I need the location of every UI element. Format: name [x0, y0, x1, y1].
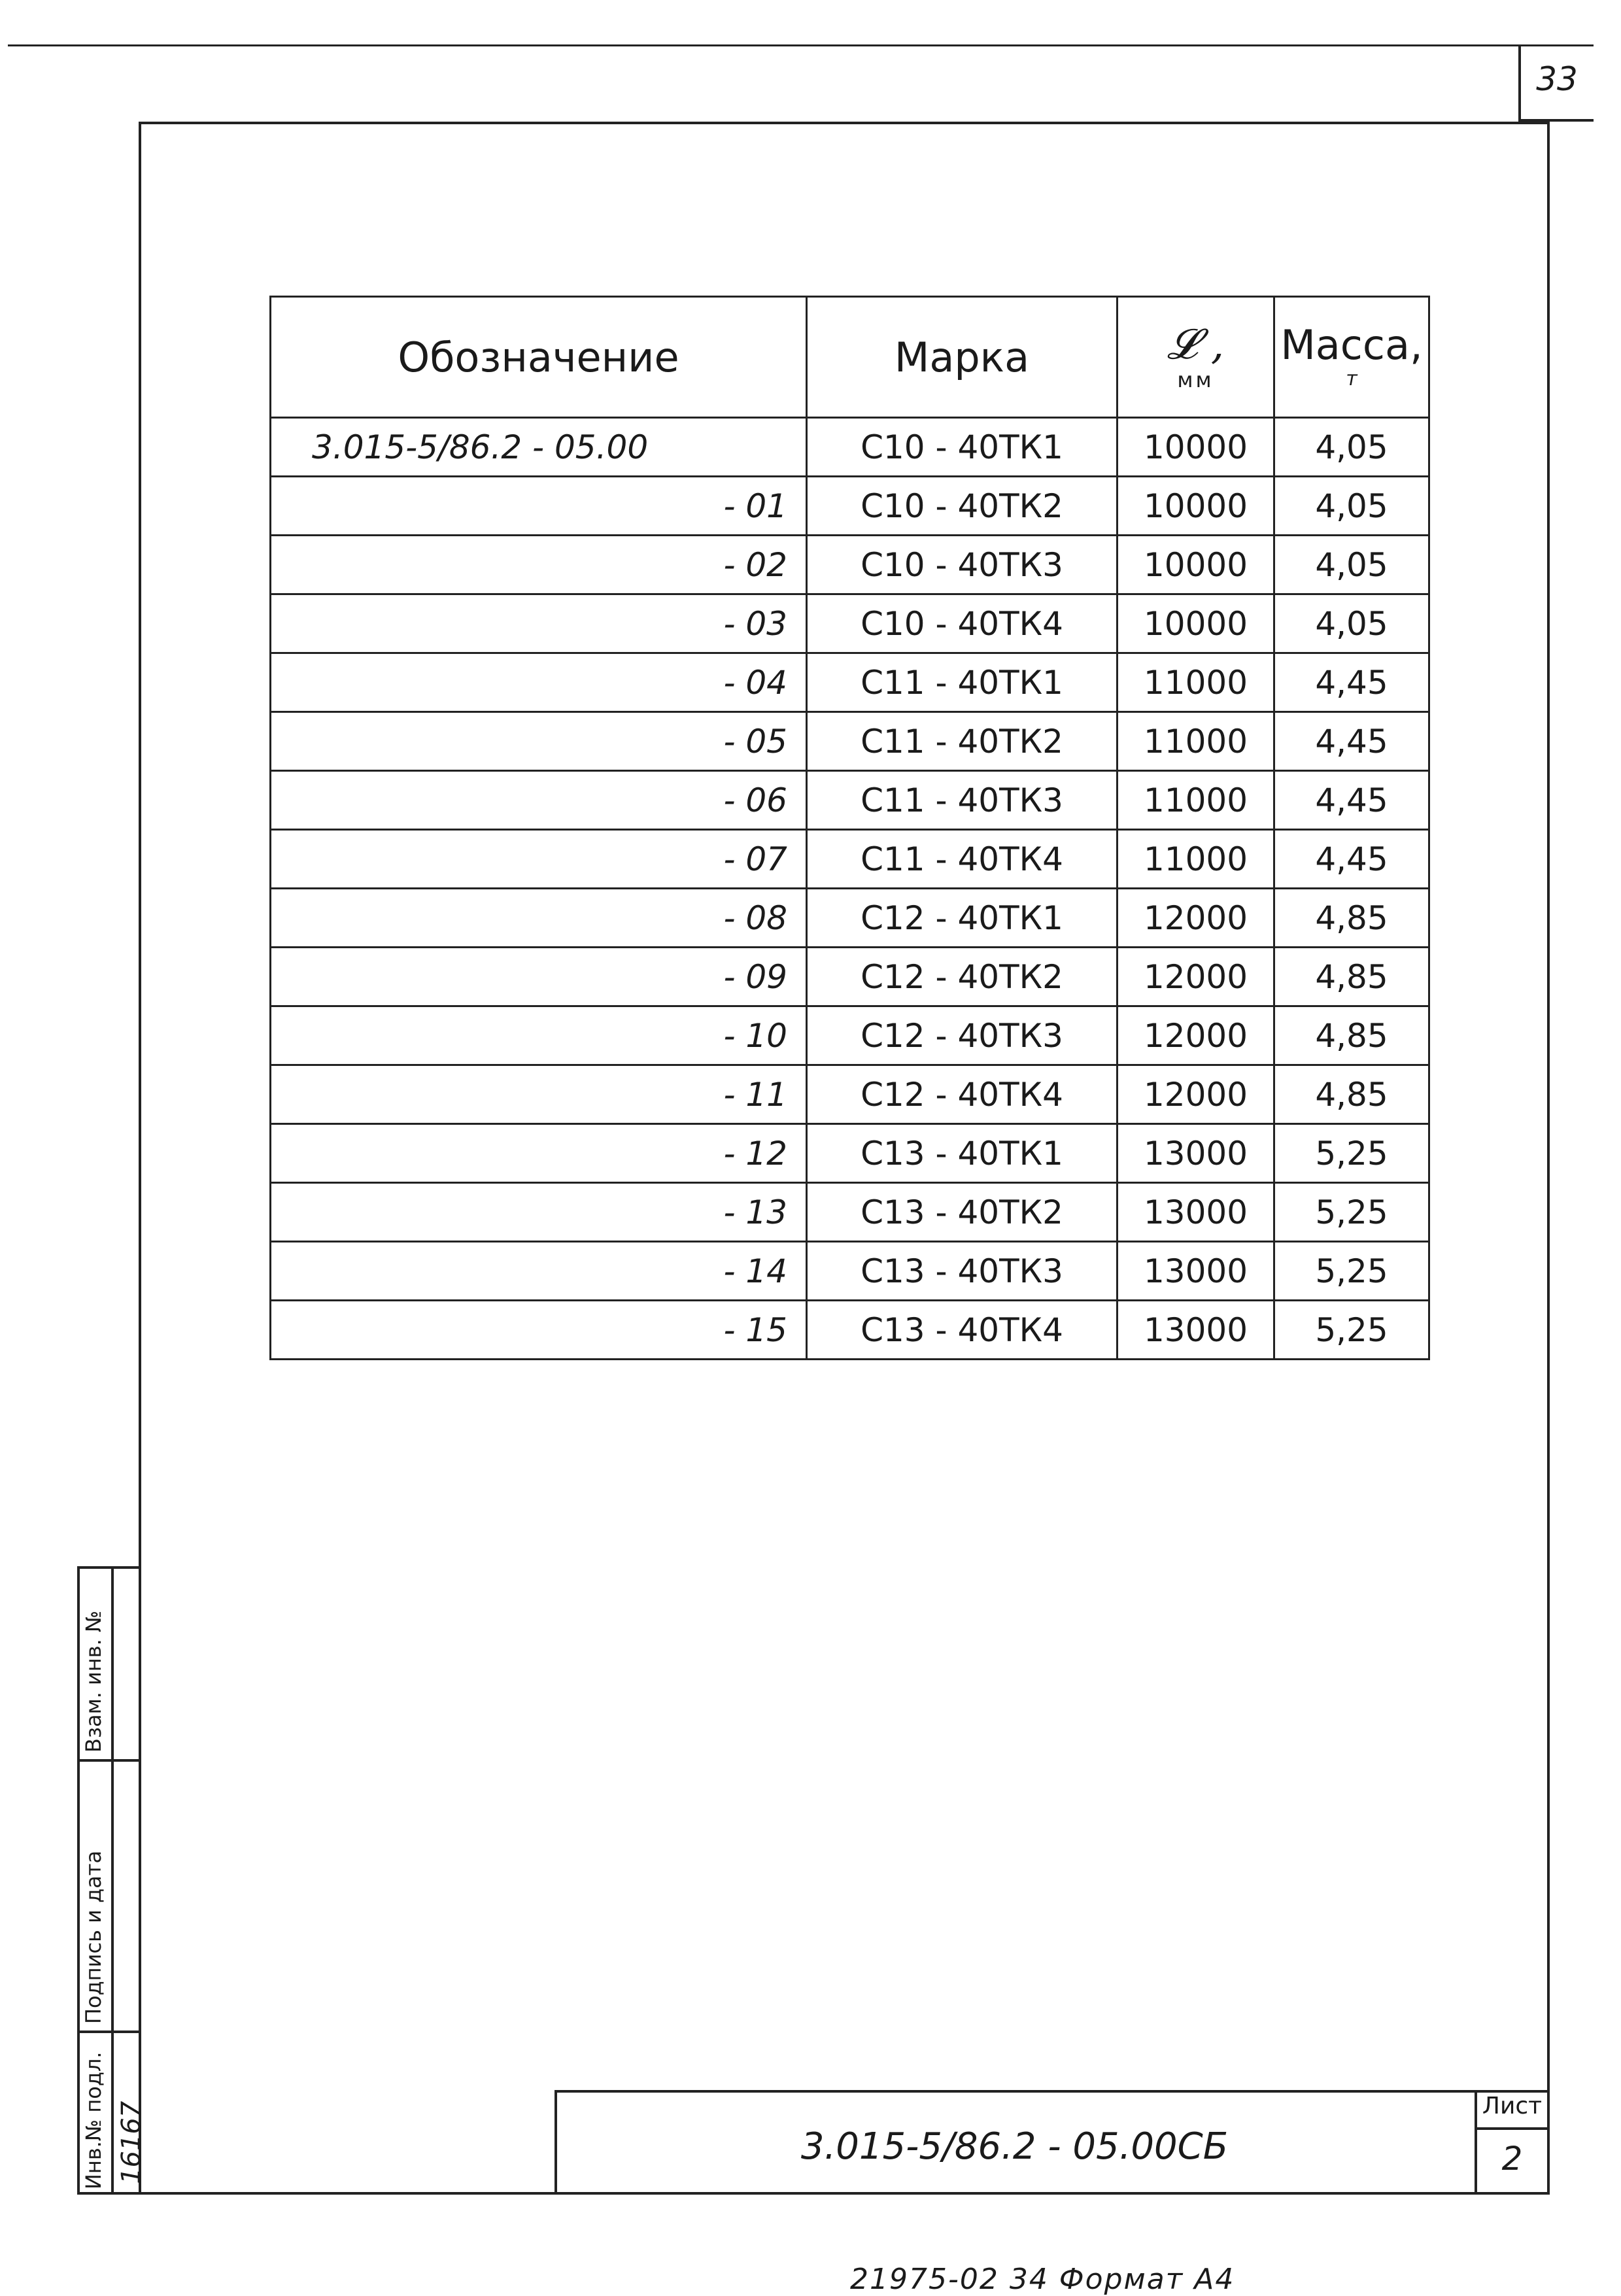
table-row	[271, 1006, 1429, 1065]
mark-cell: С13 - 40ТК1	[807, 1124, 1118, 1183]
designation-cell: - 15	[271, 1301, 807, 1360]
inv-orig-label: Инв.№ подл.	[81, 2051, 106, 2189]
table-row	[271, 536, 1429, 594]
table-row	[271, 1124, 1429, 1183]
mark-cell: С10 - 40ТК3	[807, 536, 1118, 594]
mark-cell: С12 - 40ТК4	[807, 1065, 1118, 1124]
designation-cell: - 13	[271, 1183, 807, 1242]
header-mass	[1274, 297, 1429, 418]
mark-cell: С10 - 40ТК1	[807, 418, 1118, 477]
mass-cell: 4,85	[1274, 1065, 1429, 1124]
specification-table	[269, 296, 1430, 1360]
designation-cell: - 12	[271, 1124, 807, 1183]
table-row	[271, 653, 1429, 712]
mark-cell: С11 - 40ТК4	[807, 830, 1118, 889]
length-cell: 10000	[1118, 418, 1274, 477]
sheet-box-divider	[1475, 2127, 1550, 2130]
mark-cell: С11 - 40ТК1	[807, 653, 1118, 712]
mass-cell: 4,05	[1274, 418, 1429, 477]
length-cell: 12000	[1118, 1065, 1274, 1124]
designation-cell: 3.015-5/86.2 - 05.00	[271, 418, 807, 477]
length-cell: 13000	[1118, 1301, 1274, 1360]
length-cell: 10000	[1118, 594, 1274, 653]
length-unit: мм	[1177, 368, 1214, 392]
designation-cell: - 07	[271, 830, 807, 889]
table-header-row	[271, 297, 1429, 418]
inv-orig-value: 16167	[116, 2100, 146, 2184]
footer-text: 21975-02 34 Формат А4	[850, 2263, 1235, 2296]
table-row	[271, 418, 1429, 477]
table-row	[271, 889, 1429, 948]
length-cell: 13000	[1118, 1242, 1274, 1301]
mass-cell: 4,05	[1274, 477, 1429, 536]
designation-cell: - 09	[271, 948, 807, 1006]
header-mark: Марка	[807, 297, 1118, 418]
table-row	[271, 712, 1429, 771]
mass-cell: 4,45	[1274, 771, 1429, 830]
mass-cell: 5,25	[1274, 1242, 1429, 1301]
designation-cell: - 08	[271, 889, 807, 948]
designation-cell: - 01	[271, 477, 807, 536]
length-cell: 11000	[1118, 653, 1274, 712]
designation-cell: - 11	[271, 1065, 807, 1124]
mass-cell: 4,85	[1274, 948, 1429, 1006]
mass-cell: 5,25	[1274, 1301, 1429, 1360]
designation-cell: - 14	[271, 1242, 807, 1301]
table-row	[271, 1183, 1429, 1242]
designation-cell: - 03	[271, 594, 807, 653]
sheet-number: 2	[1501, 2140, 1523, 2178]
length-cell: 12000	[1118, 889, 1274, 948]
length-cell: 10000	[1118, 477, 1274, 536]
header-length	[1118, 297, 1274, 418]
page-number: 33	[1536, 60, 1578, 98]
side-strip-inner-line	[111, 1566, 114, 2195]
sheet-label: Лист	[1482, 2093, 1543, 2119]
designation-cell: - 05	[271, 712, 807, 771]
mark-cell: С11 - 40ТК2	[807, 712, 1118, 771]
header-designation: Обозначение	[271, 297, 807, 418]
designation-cell: - 10	[271, 1006, 807, 1065]
mass-cell: 4,45	[1274, 830, 1429, 889]
mass-label: Масса,	[1280, 321, 1423, 369]
mass-cell: 5,25	[1274, 1183, 1429, 1242]
mass-cell: 4,85	[1274, 889, 1429, 948]
document-code: 3.015-5/86.2 - 05.00СБ	[800, 2125, 1229, 2168]
mark-cell: С13 - 40ТК4	[807, 1301, 1118, 1360]
mark-cell: С13 - 40ТК3	[807, 1242, 1118, 1301]
mass-cell: 4,45	[1274, 712, 1429, 771]
mass-cell: 4,05	[1274, 536, 1429, 594]
length-cell: 12000	[1118, 948, 1274, 1006]
mark-cell: С10 - 40ТК2	[807, 477, 1118, 536]
table-row	[271, 830, 1429, 889]
table-row	[271, 771, 1429, 830]
table-row	[271, 948, 1429, 1006]
mass-unit: т	[1346, 368, 1357, 390]
mark-cell: С12 - 40ТК2	[807, 948, 1118, 1006]
designation-cell: - 04	[271, 653, 807, 712]
mark-cell: С12 - 40ТК3	[807, 1006, 1118, 1065]
length-cell: 10000	[1118, 536, 1274, 594]
designation-cell: - 06	[271, 771, 807, 830]
table-row	[271, 1301, 1429, 1360]
length-cell: 11000	[1118, 771, 1274, 830]
length-cell: 13000	[1118, 1124, 1274, 1183]
mass-cell: 4,85	[1274, 1006, 1429, 1065]
table-row	[271, 594, 1429, 653]
mark-cell: С13 - 40ТК2	[807, 1183, 1118, 1242]
mass-cell: 4,45	[1274, 653, 1429, 712]
replace-inv-label: Взам. инв. №	[81, 1610, 106, 1753]
mark-cell: С10 - 40ТК4	[807, 594, 1118, 653]
designation-cell: - 02	[271, 536, 807, 594]
mark-cell: С11 - 40ТК3	[807, 771, 1118, 830]
mass-cell: 5,25	[1274, 1124, 1429, 1183]
length-cell: 11000	[1118, 712, 1274, 771]
length-cell: 13000	[1118, 1183, 1274, 1242]
length-cell: 12000	[1118, 1006, 1274, 1065]
mark-cell: С12 - 40ТК1	[807, 889, 1118, 948]
table-row	[271, 1242, 1429, 1301]
side-strip-divider	[77, 2030, 141, 2033]
signature-date-label: Подпись и дата	[81, 1850, 106, 2024]
side-strip-divider	[77, 1759, 141, 1762]
table-row	[271, 477, 1429, 536]
length-cell: 11000	[1118, 830, 1274, 889]
table-row	[271, 1065, 1429, 1124]
top-rule	[8, 44, 1594, 46]
mass-cell: 4,05	[1274, 594, 1429, 653]
length-symbol: 𝓛 ,	[1167, 320, 1225, 369]
